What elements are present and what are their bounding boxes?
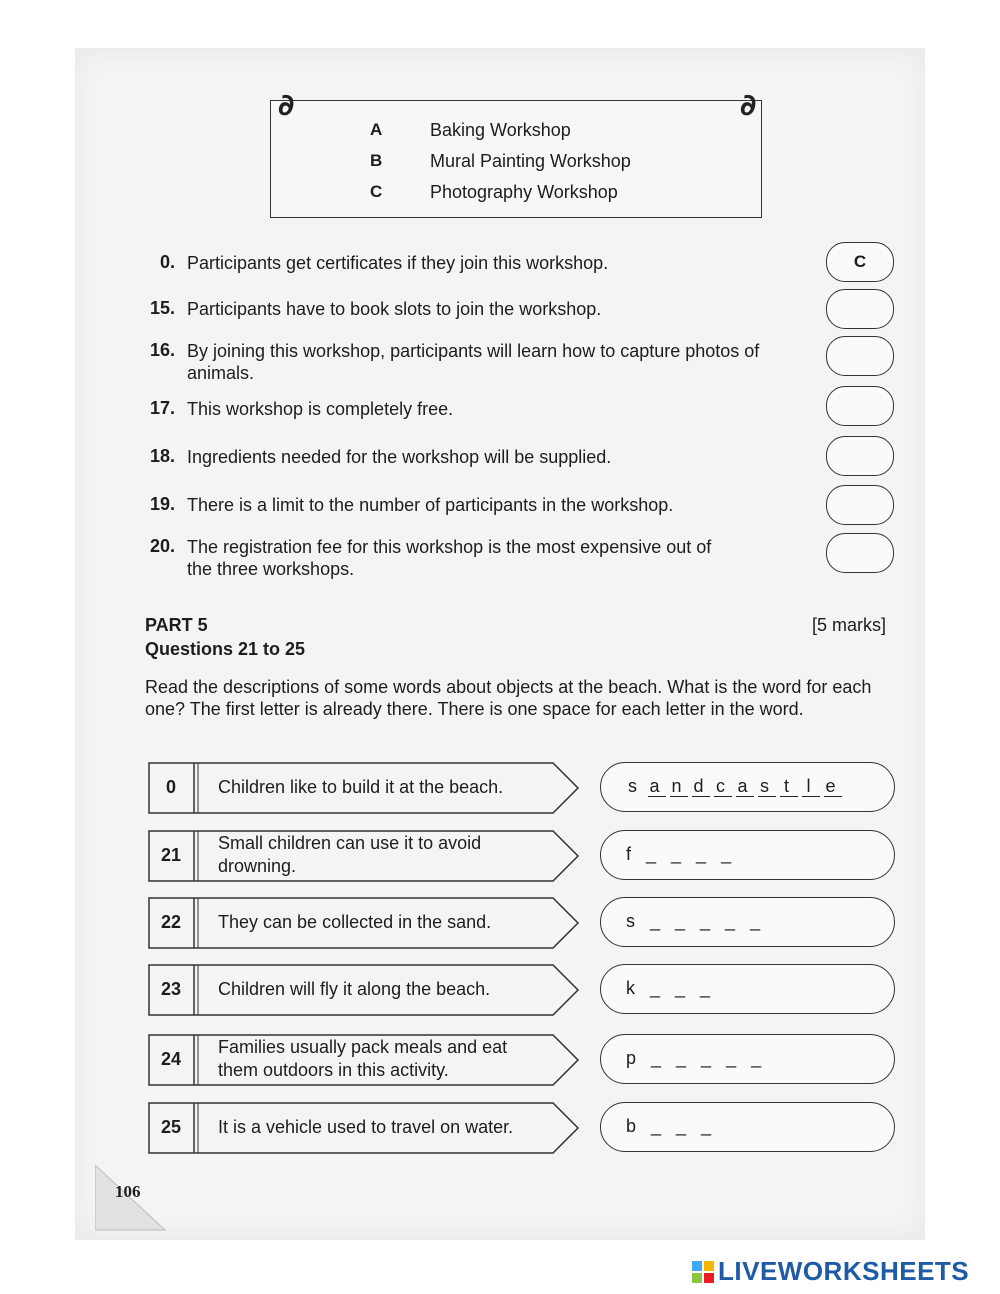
example-word bbox=[626, 776, 846, 797]
word-clue bbox=[626, 1048, 766, 1069]
word-answer-input-24[interactable] bbox=[600, 1034, 895, 1084]
part-subtitle: Questions 21 to 25 bbox=[145, 639, 306, 659]
option-letter-a: A bbox=[370, 120, 383, 139]
marks-label: [5 marks] bbox=[812, 615, 887, 635]
letter-blanks: _ _ _ _ _ bbox=[651, 1048, 767, 1068]
first-letter: s bbox=[626, 911, 640, 931]
question-number: 17. bbox=[149, 398, 175, 418]
word-letter: c bbox=[716, 776, 730, 796]
question-text: By joining this workshop, participants will learn how to capture photos of animals. bbox=[187, 341, 760, 383]
word-letter: t bbox=[780, 776, 798, 797]
option-letter-c: C bbox=[370, 182, 383, 201]
first-letter: b bbox=[626, 1116, 642, 1136]
logo-blocks-icon bbox=[692, 1261, 714, 1283]
word-letter: l bbox=[802, 776, 820, 797]
page-number: 106 bbox=[115, 1182, 141, 1201]
question-number: 0. bbox=[159, 252, 175, 272]
option-text-c: Photography Workshop bbox=[430, 182, 618, 202]
answer-input-17[interactable] bbox=[826, 386, 894, 426]
liveworksheets-logo bbox=[692, 1256, 969, 1287]
word-row-21 bbox=[148, 830, 578, 880]
word-description: Children will fly it along the beach. bbox=[218, 978, 491, 999]
answer-box-0: C bbox=[826, 242, 894, 282]
answer-input-15[interactable] bbox=[826, 289, 894, 329]
row-number: 0 bbox=[165, 776, 176, 797]
answer-input-20[interactable] bbox=[826, 533, 894, 573]
question-text: There is a limit to the number of participants in the workshop. bbox=[187, 495, 674, 515]
word-answer-input-25[interactable] bbox=[600, 1102, 895, 1152]
word-letter: s bbox=[760, 776, 774, 796]
row-number: 21 bbox=[160, 844, 182, 865]
first-letter: k bbox=[626, 978, 640, 998]
word-clue bbox=[626, 1116, 716, 1137]
answer-input-18[interactable] bbox=[826, 436, 894, 476]
binder-ring-icon: ∂ bbox=[740, 88, 757, 123]
question-text: Participants get certificates if they join this workshop. bbox=[187, 253, 609, 273]
word-answer-input-22[interactable] bbox=[600, 897, 895, 947]
question-number: 16. bbox=[149, 340, 175, 360]
letter-blanks: _ _ _ bbox=[651, 1116, 717, 1136]
word-description: Children like to build it at the beach. bbox=[218, 776, 504, 797]
row-number: 24 bbox=[160, 1048, 182, 1069]
word-clue bbox=[626, 978, 715, 999]
option-text-b: Mural Painting Workshop bbox=[430, 151, 631, 171]
option-text-a: Baking Workshop bbox=[430, 120, 571, 140]
word-row-23 bbox=[148, 964, 578, 1014]
instructions: Read the descriptions of some words about objects at the beach. What is the word for each one? The first letter is already there. There is one space for each letter in the word. bbox=[145, 677, 872, 719]
word-letter: n bbox=[671, 776, 687, 796]
binder-ring-icon: ∂ bbox=[278, 88, 295, 123]
word-description: It is a vehicle used to travel on water. bbox=[218, 1116, 514, 1137]
part-title: PART 5 bbox=[145, 615, 208, 635]
question-number: 19. bbox=[149, 494, 175, 514]
brand-name: LIVEWORKSHEETS bbox=[718, 1256, 970, 1286]
first-letter: p bbox=[626, 1048, 642, 1068]
word-letter: e bbox=[825, 776, 841, 796]
question-text: Participants have to book slots to join the workshop. bbox=[187, 299, 602, 319]
word-letter: a bbox=[737, 776, 753, 796]
word-letter: d bbox=[693, 776, 709, 796]
row-number: 25 bbox=[160, 1116, 182, 1137]
word-row-25 bbox=[148, 1102, 578, 1152]
row-number: 23 bbox=[160, 978, 182, 999]
word-row-0 bbox=[148, 762, 578, 812]
first-letter: s bbox=[628, 776, 642, 796]
word-description: They can be collected in the sand. bbox=[218, 911, 492, 932]
answer-input-16[interactable] bbox=[826, 336, 894, 376]
question-text: This workshop is completely free. bbox=[187, 399, 454, 419]
letter-blanks: _ _ _ bbox=[650, 978, 716, 998]
question-text: Ingredients needed for the workshop will be supplied. bbox=[187, 447, 612, 467]
first-letter: f bbox=[626, 844, 637, 864]
question-number: 20. bbox=[149, 536, 175, 556]
word-description: Families usually pack meals and eat them outdoors in this activity. bbox=[218, 1037, 508, 1080]
word-clue bbox=[626, 844, 736, 865]
letter-blanks: _ _ _ _ bbox=[646, 844, 737, 864]
word-row-22 bbox=[148, 897, 578, 947]
row-number: 22 bbox=[160, 911, 182, 932]
word-answer-input-21[interactable] bbox=[600, 830, 895, 880]
option-letter-b: B bbox=[370, 151, 383, 170]
word-row-24 bbox=[148, 1034, 578, 1084]
question-number: 18. bbox=[149, 446, 175, 466]
word-clue bbox=[626, 911, 765, 932]
word-letter: a bbox=[649, 776, 665, 796]
word-answer-input-23[interactable] bbox=[600, 964, 895, 1014]
word-answer-box-0 bbox=[600, 762, 895, 812]
question-number: 15. bbox=[149, 298, 175, 318]
letter-blanks: _ _ _ _ _ bbox=[650, 911, 766, 931]
word-description: Small children can use it to avoid drowning. bbox=[218, 833, 482, 876]
question-text: The registration fee for this workshop is the most expensive out of the three workshops. bbox=[187, 537, 712, 579]
answer-input-19[interactable] bbox=[826, 485, 894, 525]
